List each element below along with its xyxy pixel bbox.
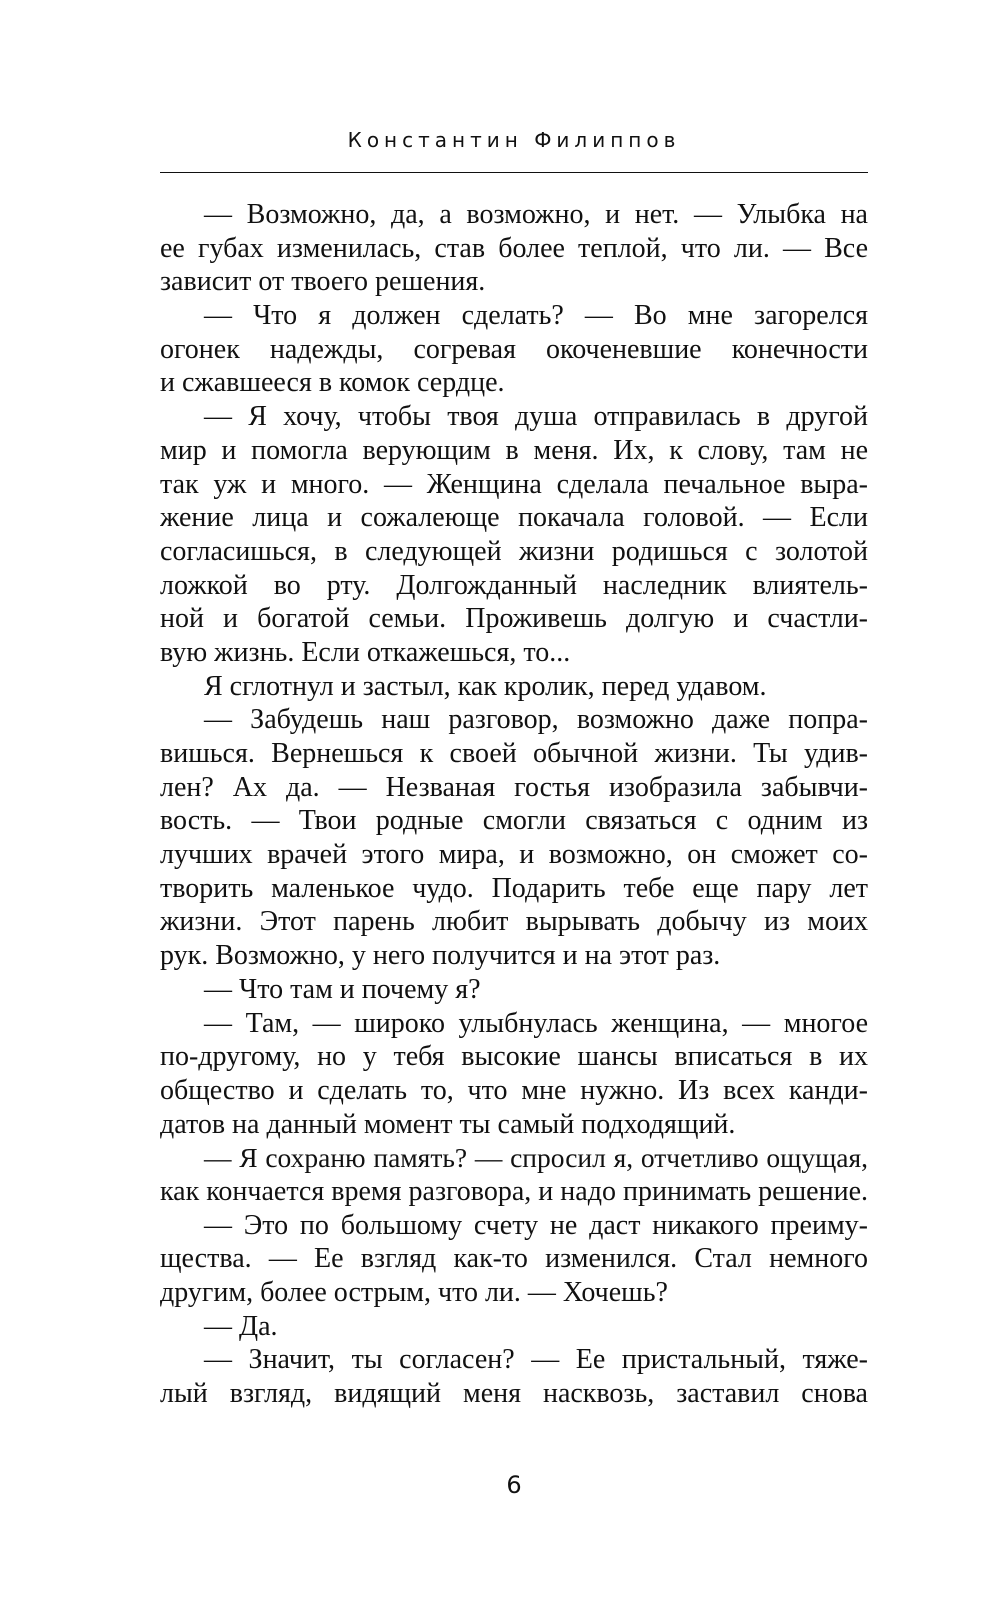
text-line: ной и богатой семьи. Проживешь долгую и счастли- [160,603,868,635]
text-line: вую жизнь. Если откажешься, то... [160,636,571,668]
running-head-author: Константин Филиппов [347,128,681,152]
text-line: вишься. Вернешься к своей обычной жизни. Ты удив- [160,738,868,769]
text-line: ее губах изменилась, став более теплой, что ли. — Все [160,232,868,264]
text-line: — Это по большому счету не даст никакого преиму- [204,1209,868,1241]
text-line: Я сглотнул и застыл, как кролик, перед удавом. [204,670,767,702]
text-line: согласишься, в следующей жизни родишься с золотой [160,535,868,567]
body-text [160,198,868,1411]
text-line: — Что я должен сделать? — Во мне загорелся [204,300,868,332]
text-line: творить маленькое чудо. Подарить тебе еще пару лет [160,872,868,904]
text-line: жизни. Этот парень любит вырывать добычу из моих [160,906,868,938]
text-line: другим, более острым, что ли. — Хочешь? [160,1277,668,1308]
text-line: — Да. [204,1310,278,1342]
text-line: — Там, — широко улыбнулась женщина, — многое [204,1007,868,1039]
text-line: по-другому, но у тебя высокие шансы вписаться в их [160,1041,868,1073]
text-line: огонек надежды, согревая окоченевшие конечности [160,333,868,365]
text-line: — Возможно, да, а возможно, и нет. — Улыбка на [204,199,868,230]
text-line: жение лица и сожалеюще покачала головой. — Если [160,502,868,534]
text-line: вость. — Твои родные смогли связаться с одним из [160,805,868,837]
text-line: — Забудешь наш разговор, возможно даже попра- [204,704,868,736]
text-line: лый взгляд, видящий меня насквозь, заставил снова [160,1378,868,1410]
page-number: 6 [506,1471,522,1499]
text-line: и сжавшееся в комок сердце. [160,367,505,399]
text-line: — Значит, ты согласен? — Ее пристальный, тяже- [204,1344,868,1376]
header-rule [160,172,868,173]
text-line: лучших врачей этого мира, и возможно, он сможет со- [160,839,868,871]
text-line: мир и помогла верующим в меня. Их, к слову, там не [160,434,868,466]
text-line: датов на данный момент ты самый подходящий. [160,1108,736,1140]
text-line: щества. — Ее взгляд как-то изменился. Стал немного [160,1243,868,1275]
text-line: зависит от твоего решения. [160,266,486,298]
text-line: ложкой во рту. Долгожданный наследник влиятель- [160,569,868,601]
text-line: так уж и много. — Женщина сделала печальное выра- [160,468,868,500]
text-line: — Я хочу, чтобы твоя душа отправилась в другой [204,401,868,433]
text-line: рук. Возможно, у него получится и на этот раз. [160,940,721,972]
text-line: общество и сделать то, что мне нужно. Из всех канди- [160,1074,868,1106]
text-line: — Что там и почему я? [204,973,481,1005]
text-line: — Я сохраню память? — спросил я, отчетливо ощущая, [204,1142,868,1174]
text-line: лен? Ах да. — Незваная гостья изобразила забывчи- [160,771,868,803]
text-line: как кончается время разговора, и надо принимать решение. [160,1175,868,1207]
